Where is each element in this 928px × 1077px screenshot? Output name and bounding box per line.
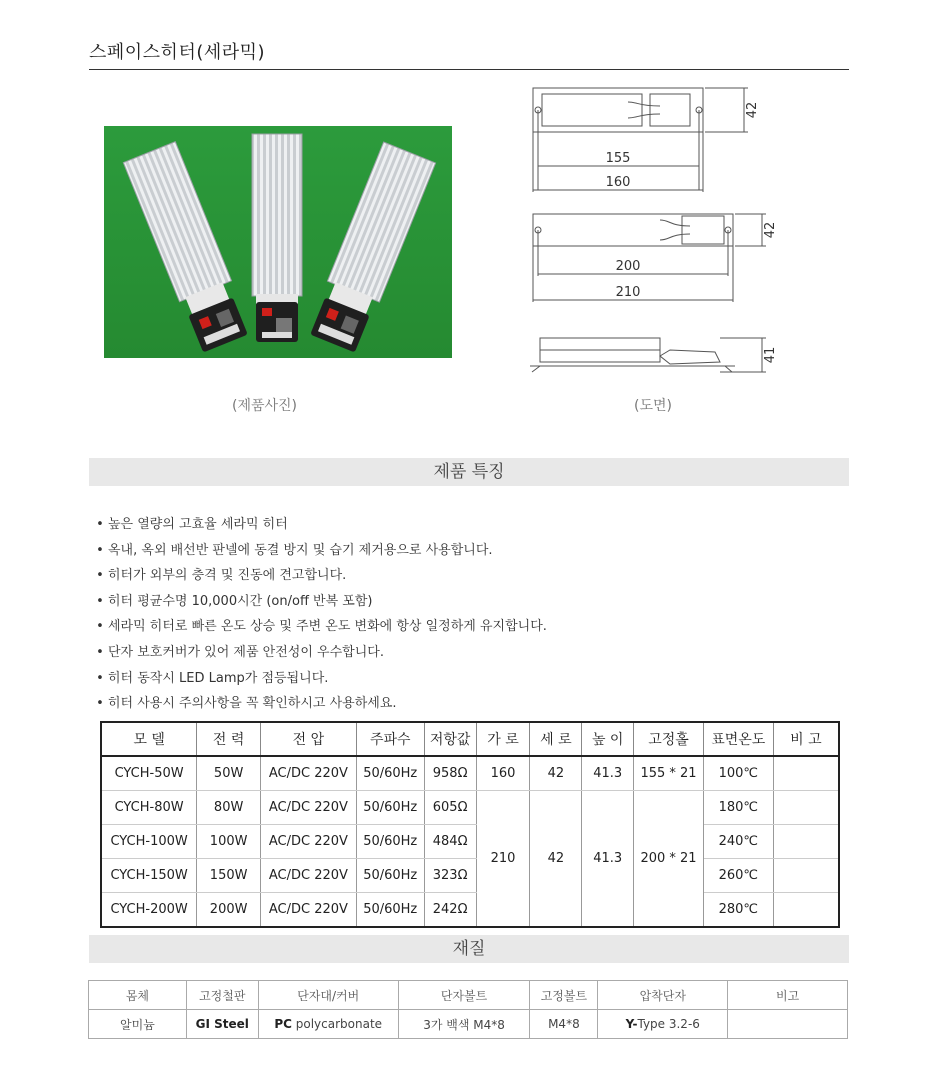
material-table xyxy=(88,980,848,1039)
cell-voltage: AC/DC 220V xyxy=(261,791,357,825)
cell-frequency: 50/60Hz xyxy=(356,859,424,893)
cell-surface-temp: 100℃ xyxy=(703,756,773,791)
header-height: 높 이 xyxy=(582,722,634,756)
table-row xyxy=(101,791,839,825)
cell-model: CYCH-150W xyxy=(101,859,197,893)
features-list xyxy=(92,512,547,717)
cell-frequency: 50/60Hz xyxy=(356,893,424,928)
cell-power: 80W xyxy=(197,791,261,825)
cell-voltage: AC/DC 220V xyxy=(261,756,357,791)
drawing-caption: (도면) xyxy=(634,398,672,414)
cell-voltage: AC/DC 220V xyxy=(261,859,357,893)
material-header-row xyxy=(89,981,848,1010)
cell-resistance: 958Ω xyxy=(424,756,476,791)
cell-resistance: 242Ω xyxy=(424,893,476,928)
cell-resistance: 484Ω xyxy=(424,825,476,859)
spec-table xyxy=(100,721,840,928)
mat-body: 알미늄 xyxy=(89,1010,187,1039)
cell-note xyxy=(773,859,839,893)
table-row xyxy=(101,893,839,928)
header-surface-temp: 표면온도 xyxy=(703,722,773,756)
cell-power: 100W xyxy=(197,825,261,859)
dim-label-42a: 42 xyxy=(745,101,760,119)
cell-fix-hole: 200 * 21 xyxy=(634,791,704,928)
cell-resistance: 323Ω xyxy=(424,859,476,893)
features-heading: 제품 특징 xyxy=(89,458,849,486)
table-row xyxy=(101,756,839,791)
list-item: • 히터 동작시 LED Lamp가 점등됩니다. xyxy=(92,666,547,692)
header-fix-hole: 고정홀 xyxy=(634,722,704,756)
dim-label-200: 200 xyxy=(615,259,641,274)
mat-terminal-bolt: 3가 백색 M4*8 xyxy=(398,1010,530,1039)
material-row xyxy=(89,1010,848,1039)
dim-label-41: 41 xyxy=(763,346,778,364)
list-item: • 단자 보호커버가 있어 제품 안전성이 우수합니다. xyxy=(92,640,547,666)
cell-frequency: 50/60Hz xyxy=(356,825,424,859)
mat-crimp: Y-Type 3.2-6 xyxy=(598,1010,728,1039)
cell-power: 200W xyxy=(197,893,261,928)
mat-header-body: 몸체 xyxy=(89,981,187,1010)
cell-power: 50W xyxy=(197,756,261,791)
table-row xyxy=(101,825,839,859)
title-divider xyxy=(89,69,849,70)
header-power: 전 력 xyxy=(197,722,261,756)
cell-note xyxy=(773,825,839,859)
header-resistance: 저항값 xyxy=(424,722,476,756)
table-row xyxy=(101,859,839,893)
list-item: • 히터 사용시 주의사항을 꼭 확인하시고 사용하세요. xyxy=(92,691,547,717)
header-depth: 세 로 xyxy=(530,722,582,756)
cell-height: 41.3 xyxy=(582,756,634,791)
mat-header-plate: 고정철판 xyxy=(186,981,258,1010)
header-width: 가 로 xyxy=(476,722,530,756)
cell-height: 41.3 xyxy=(582,791,634,928)
mat-terminal: PC polycarbonate xyxy=(258,1010,398,1039)
product-photo xyxy=(104,126,452,358)
mat-header-crimp: 압착단자 xyxy=(598,981,728,1010)
cell-voltage: AC/DC 220V xyxy=(261,893,357,928)
cell-surface-temp: 260℃ xyxy=(703,859,773,893)
list-item: • 높은 열량의 고효율 세라믹 히터 xyxy=(92,512,547,538)
cell-width: 160 xyxy=(476,756,530,791)
cell-note xyxy=(773,756,839,791)
mat-header-note: 비고 xyxy=(728,981,848,1010)
cell-model: CYCH-50W xyxy=(101,756,197,791)
cell-frequency: 50/60Hz xyxy=(356,791,424,825)
header-frequency: 주파수 xyxy=(356,722,424,756)
header-model: 모 델 xyxy=(101,722,197,756)
cell-frequency: 50/60Hz xyxy=(356,756,424,791)
dim-label-210: 210 xyxy=(615,285,641,300)
mat-header-terminal: 단자대/커버 xyxy=(258,981,398,1010)
cell-note xyxy=(773,791,839,825)
list-item: • 세라믹 히터로 빠른 온도 상승 및 주변 온도 변화에 항상 일정하게 유지합니다. xyxy=(92,614,547,640)
dim-label-155: 155 xyxy=(605,151,631,166)
table-header-row xyxy=(101,722,839,756)
mat-header-fix-bolt: 고정볼트 xyxy=(530,981,598,1010)
mat-header-terminal-bolt: 단자볼트 xyxy=(398,981,530,1010)
cell-voltage: AC/DC 220V xyxy=(261,825,357,859)
technical-drawing xyxy=(520,80,790,390)
cell-surface-temp: 240℃ xyxy=(703,825,773,859)
cell-fix-hole: 155 * 21 xyxy=(634,756,704,791)
cell-model: CYCH-80W xyxy=(101,791,197,825)
list-item: • 히터 평균수명 10,000시간 (on/off 반복 포함) xyxy=(92,589,547,615)
cell-power: 150W xyxy=(197,859,261,893)
cell-note xyxy=(773,893,839,928)
cell-surface-temp: 180℃ xyxy=(703,791,773,825)
list-item: • 히터가 외부의 충격 및 진동에 견고합니다. xyxy=(92,563,547,589)
cell-model: CYCH-200W xyxy=(101,893,197,928)
photo-caption: (제품사진) xyxy=(232,398,298,414)
list-item: • 옥내, 옥외 배선반 판넬에 동결 방지 및 습기 제거용으로 사용합니다. xyxy=(92,538,547,564)
mat-fix-bolt: M4*8 xyxy=(530,1010,598,1039)
page-title: 스페이스히터(세라믹) xyxy=(89,42,266,63)
dim-label-160: 160 xyxy=(605,175,631,190)
cell-width: 210 xyxy=(476,791,530,928)
cell-model: CYCH-100W xyxy=(101,825,197,859)
cell-surface-temp: 280℃ xyxy=(703,893,773,928)
header-note: 비 고 xyxy=(773,722,839,756)
header-voltage: 전 압 xyxy=(261,722,357,756)
mat-note xyxy=(728,1010,848,1039)
cell-depth: 42 xyxy=(530,756,582,791)
dim-label-42b: 42 xyxy=(763,221,778,239)
mat-plate: GI Steel xyxy=(186,1010,258,1039)
cell-resistance: 605Ω xyxy=(424,791,476,825)
material-heading: 재질 xyxy=(89,935,849,963)
cell-depth: 42 xyxy=(530,791,582,928)
